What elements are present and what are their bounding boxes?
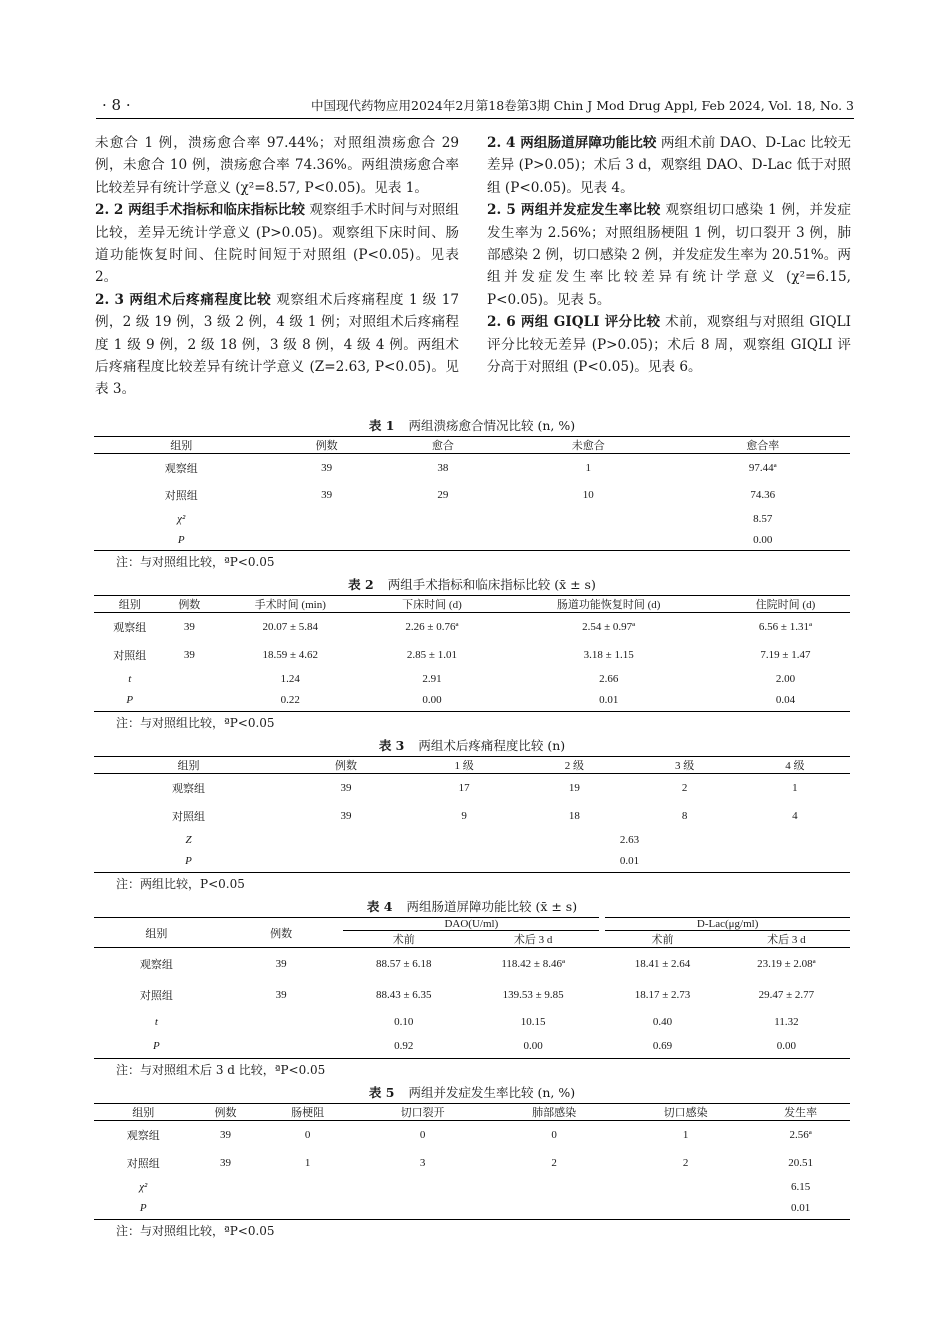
table-cell: χ² xyxy=(139,1181,148,1194)
table-row xyxy=(94,948,850,980)
table-cell: 0.01 xyxy=(791,1202,811,1215)
table-cell: 3.18 ± 1.15 xyxy=(583,649,634,662)
table-cell: 6.56 ± 1.31ª xyxy=(758,621,812,634)
table-3 xyxy=(94,756,850,873)
table-cell xyxy=(268,509,384,529)
table-cell xyxy=(357,1198,488,1220)
table-3-note: 注：两组比较，P<0.05 xyxy=(116,877,245,891)
table-cell: 74.36 xyxy=(750,489,776,502)
table-row xyxy=(94,1121,850,1150)
table-row xyxy=(94,1177,850,1198)
table-cell xyxy=(165,690,213,712)
paragraph: 术前，观察组与对照组 GIQLI 评分比较无差异 (P>0.05)；术后 8 周，观察组 GIQLI 评分高于对照组 (P<0.05)。见表 6。 xyxy=(487,314,852,376)
table-cell: 观察组 xyxy=(164,462,198,475)
table-cell: 对照组 xyxy=(172,811,205,824)
right-column xyxy=(487,132,851,378)
running-header xyxy=(96,92,854,119)
paragraph: 观察组切口感染 1 例，并发症发生率为 2.56%；对照组肠梗阻 1 例，切口裂开 3 例，肺部感染 2 例，切口感染 2 例，并发症发生率为 20.51%。两组并发症发生率比较差异有统计学意义 (χ²=6.15, P<0.05)。见表 5。 xyxy=(487,202,851,308)
table-cell: 6.15 xyxy=(791,1181,811,1194)
table-2-note: 注：与对照组比较，ªP<0.05 xyxy=(116,716,275,730)
table-cell: 对照组 xyxy=(164,490,198,503)
table-5-caption: 表 5 两组并发症发生率比较 (n, %) xyxy=(368,1085,576,1100)
paragraph: 未愈合 1 例，溃疡愈合率 97.44%；对照组溃疡愈合 29 例，未愈合 10 例，溃疡愈合率 74.36%。两组溃疡愈合率比较差异有统计学意义 (χ²=8.57, P<0.05)。见表 1。 xyxy=(95,135,459,196)
table-cell: 2.54 ± 0.97ª xyxy=(582,621,636,634)
table-cell: 39 xyxy=(275,957,287,970)
table-cell: P xyxy=(153,1040,160,1053)
table-cell: P xyxy=(126,694,134,707)
journal-citation: 中国现代药物应用2024年2月第18卷第3期 Chin J Mod Drug Appl, Feb 2024, Vol. 18, No. 3 xyxy=(311,98,854,113)
section-heading: 2. 3 两组术后疼痛程度比较 xyxy=(95,291,272,308)
table-row xyxy=(94,1034,850,1058)
table-cell: 2.85 ± 1.01 xyxy=(406,649,457,662)
table-cell: 88.43 ± 6.35 xyxy=(375,989,432,1002)
table-row xyxy=(94,1011,850,1034)
table-cell: 29 xyxy=(437,489,449,502)
table-cell: 对照组 xyxy=(126,1158,160,1171)
table-header-row: 组别 例数 肠梗阻 切口裂开 肺部感染 切口感染 发生率 xyxy=(94,1104,850,1121)
table-cell: 2 xyxy=(682,1157,689,1170)
table-cell: 0 xyxy=(419,1129,426,1142)
table-cell: P xyxy=(177,533,185,546)
table-row xyxy=(94,980,850,1011)
table-cell: 观察组 xyxy=(113,622,147,635)
table-cell: 9 xyxy=(461,810,467,823)
table-cell xyxy=(268,529,384,550)
table-cell: 0.10 xyxy=(394,1016,414,1029)
table-cell: 对照组 xyxy=(139,990,173,1003)
table-row xyxy=(94,509,850,529)
table-cell: 2.26 ± 0.76ª xyxy=(405,621,459,634)
table-cell xyxy=(193,1198,259,1220)
table-cell: 39 xyxy=(219,1157,231,1170)
table-cell: 1 xyxy=(792,782,798,795)
table-cell xyxy=(219,1011,344,1034)
tables-area xyxy=(94,415,850,1243)
table-cell: 38 xyxy=(437,461,449,474)
table-cell: 观察组 xyxy=(172,783,205,796)
table-cell xyxy=(501,509,675,529)
table-cell: 39 xyxy=(183,621,195,634)
section-heading: 2. 4 两组肠道屏障功能比较 xyxy=(487,135,657,151)
table-cell: 0.40 xyxy=(652,1016,673,1029)
page-number: · 8 · xyxy=(102,96,131,114)
table-cell: 17 xyxy=(458,782,470,795)
table-cell: 20.51 xyxy=(788,1157,814,1170)
table-cell xyxy=(620,1177,751,1198)
table-cell: 观察组 xyxy=(139,958,173,971)
table-2 xyxy=(94,595,850,712)
table-row: P 0.01 xyxy=(185,855,640,868)
table-cell: 0.00 xyxy=(776,1040,797,1053)
table-row xyxy=(94,774,850,803)
table-row xyxy=(94,613,850,642)
table-cell: χ² xyxy=(177,513,186,525)
table-cell xyxy=(219,1034,344,1058)
table-row xyxy=(94,669,850,690)
table-row xyxy=(94,529,850,550)
table-cell: 39 xyxy=(219,1129,231,1142)
table-cell: 18 xyxy=(568,810,580,823)
table-cell: 0.00 xyxy=(753,533,773,546)
table-cell: 19 xyxy=(568,782,580,795)
table-cell: 2.91 xyxy=(422,673,442,686)
table-cell: 39 xyxy=(275,989,287,1002)
table-cell: 1.24 xyxy=(280,673,300,686)
table-cell: 29.47 ± 2.77 xyxy=(758,989,815,1002)
table-cell: 0 xyxy=(304,1129,311,1142)
table-cell: 2.56ª xyxy=(789,1129,812,1142)
section-heading: 2. 5 两组并发症发生率比较 xyxy=(487,202,661,219)
table-cell: 2.00 xyxy=(775,673,796,686)
table-cell xyxy=(165,669,213,690)
table-cell: 1 xyxy=(682,1129,689,1142)
table-cell xyxy=(258,1177,357,1198)
table-cell: 0.01 xyxy=(599,694,619,707)
table-cell xyxy=(385,529,501,550)
table-row: Z 2.63 xyxy=(185,834,640,847)
table-cell: 0.92 xyxy=(394,1040,414,1053)
table-4-caption: 表 4 两组肠道屏障功能比较 (x̄ ± s) xyxy=(366,899,578,914)
table-header-row: 组别 例数 愈合 未愈合 愈合率 xyxy=(94,437,850,454)
table-row xyxy=(94,641,850,669)
table-cell: 0.00 xyxy=(523,1040,543,1053)
table-cell: 3 xyxy=(419,1157,426,1170)
table-5 xyxy=(94,1103,850,1220)
table-cell: 2 xyxy=(681,782,688,795)
table-cell xyxy=(193,1177,259,1198)
table-row xyxy=(94,802,850,830)
table-cell: 7.19 ± 1.47 xyxy=(760,649,811,662)
table-cell: 2.66 xyxy=(599,673,619,686)
table-cell xyxy=(258,1198,357,1220)
table-cell: 对照组 xyxy=(113,650,147,663)
paragraph: 观察组术后疼痛程度 1 级 17 例，2 级 19 例，3 级 2 例，4 级 1 例；对照组术后疼痛程度 1 级 9 例，2 级 18 例，3 级 8 例，4 级 4 例。两组术后疼痛程度比较差异有统计学意义 (Z=2.63, P<0.05)。见表 3。 xyxy=(95,291,459,398)
table-cell: 39 xyxy=(340,810,352,823)
table-cell: 10.15 xyxy=(520,1016,546,1029)
table-cell: 1 xyxy=(585,461,592,474)
table-cell xyxy=(501,529,675,550)
table-row xyxy=(94,690,850,712)
table-4-note: 注：与对照组术后 3 d 比较，ªP<0.05 xyxy=(116,1063,326,1077)
table-cell xyxy=(620,1198,751,1220)
table-cell: 23.19 ± 2.08ª xyxy=(757,957,816,970)
table-row xyxy=(94,454,850,482)
table-cell: 0.22 xyxy=(280,694,300,707)
table-cell: t xyxy=(128,673,132,686)
table-5-note: 注：与对照组比较，ªP<0.05 xyxy=(116,1224,275,1238)
section-heading: 2. 6 两组 GIQLI 评分比较 xyxy=(487,314,661,331)
table-cell: 0.69 xyxy=(652,1040,673,1053)
table-row xyxy=(94,1149,850,1177)
table-cell: 8 xyxy=(681,810,688,823)
table-cell: 39 xyxy=(321,461,333,474)
table-cell xyxy=(357,1177,488,1198)
table-cell: 0.00 xyxy=(422,694,442,707)
table-2-caption: 表 2 两组手术指标和临床指标比较 (x̄ ± s) xyxy=(348,577,596,592)
table-header-row: 组别 例数 手术时间 (min) 下床时间 (d) 肠道功能恢复时间 (d) 住院时间 (d) xyxy=(94,596,850,613)
table-1-caption: 表 1 两组溃疡愈合情况比较 (n, %) xyxy=(368,418,576,433)
table-3-caption: 表 3 两组术后疼痛程度比较 (n) xyxy=(378,738,566,753)
table-cell: 0 xyxy=(551,1129,557,1142)
paragraph: 两组术前 DAO、D-Lac 比较无差异 (P>0.05)；术后 3 d，观察组 DAO、D-Lac 低于对照组 (P<0.05)。见表 4。 xyxy=(487,135,851,196)
table-cell: 18.41 ± 2.64 xyxy=(634,957,691,970)
table-cell: 1 xyxy=(304,1157,311,1170)
table-cell: 39 xyxy=(340,782,352,795)
table-header-row: 组别 例数 DAO(U/ml) D-Lac(μg/ml) xyxy=(94,918,850,931)
table-cell: t xyxy=(154,1016,158,1029)
table-4 xyxy=(94,917,850,1059)
table-cell: 4 xyxy=(792,810,798,823)
table-cell: 118.42 ± 8.46ª xyxy=(501,957,565,970)
section-heading: 2. 2 两组手术指标和临床指标比较 xyxy=(95,202,306,219)
table-1-note: 注：与对照组比较，ªP<0.05 xyxy=(116,555,275,569)
table-subheader-row: 术前 术后 3 d 术前 术后 3 d xyxy=(94,931,850,948)
table-cell: P xyxy=(139,1202,147,1215)
paragraph: 观察组手术时间与对照组比较，差异无统计学意义 (P>0.05)。观察组下床时间、肠道功能恢复时间、住院时间短于对照组 (P<0.05)。见表 2。 xyxy=(95,202,460,286)
table-cell: 18.59 ± 4.62 xyxy=(262,649,319,662)
table-cell: 97.44ª xyxy=(748,461,777,474)
table-cell: 139.53 ± 9.85 xyxy=(502,989,564,1002)
table-cell xyxy=(385,509,501,529)
table-cell: 2 xyxy=(551,1157,557,1170)
table-cell xyxy=(488,1198,619,1220)
table-cell: 11.32 xyxy=(774,1016,799,1029)
table-cell: 39 xyxy=(321,489,333,502)
table-row xyxy=(94,1198,850,1220)
table-cell: 18.17 ± 2.73 xyxy=(634,989,691,1002)
table-1 xyxy=(94,436,850,551)
table-cell: 20.07 ± 5.84 xyxy=(262,621,319,634)
table-cell: 88.57 ± 6.18 xyxy=(375,957,432,970)
table-cell xyxy=(488,1177,619,1198)
table-cell: 8.57 xyxy=(753,513,773,525)
table-cell: 0.04 xyxy=(775,694,796,707)
table-cell: 观察组 xyxy=(126,1130,160,1143)
table-cell: 10 xyxy=(582,489,594,502)
table-header-row: 组别 例数 1 级 2 级 3 级 4 级 xyxy=(94,757,850,774)
left-column xyxy=(95,132,459,401)
table-cell: 39 xyxy=(183,649,195,662)
table-row xyxy=(94,482,850,509)
